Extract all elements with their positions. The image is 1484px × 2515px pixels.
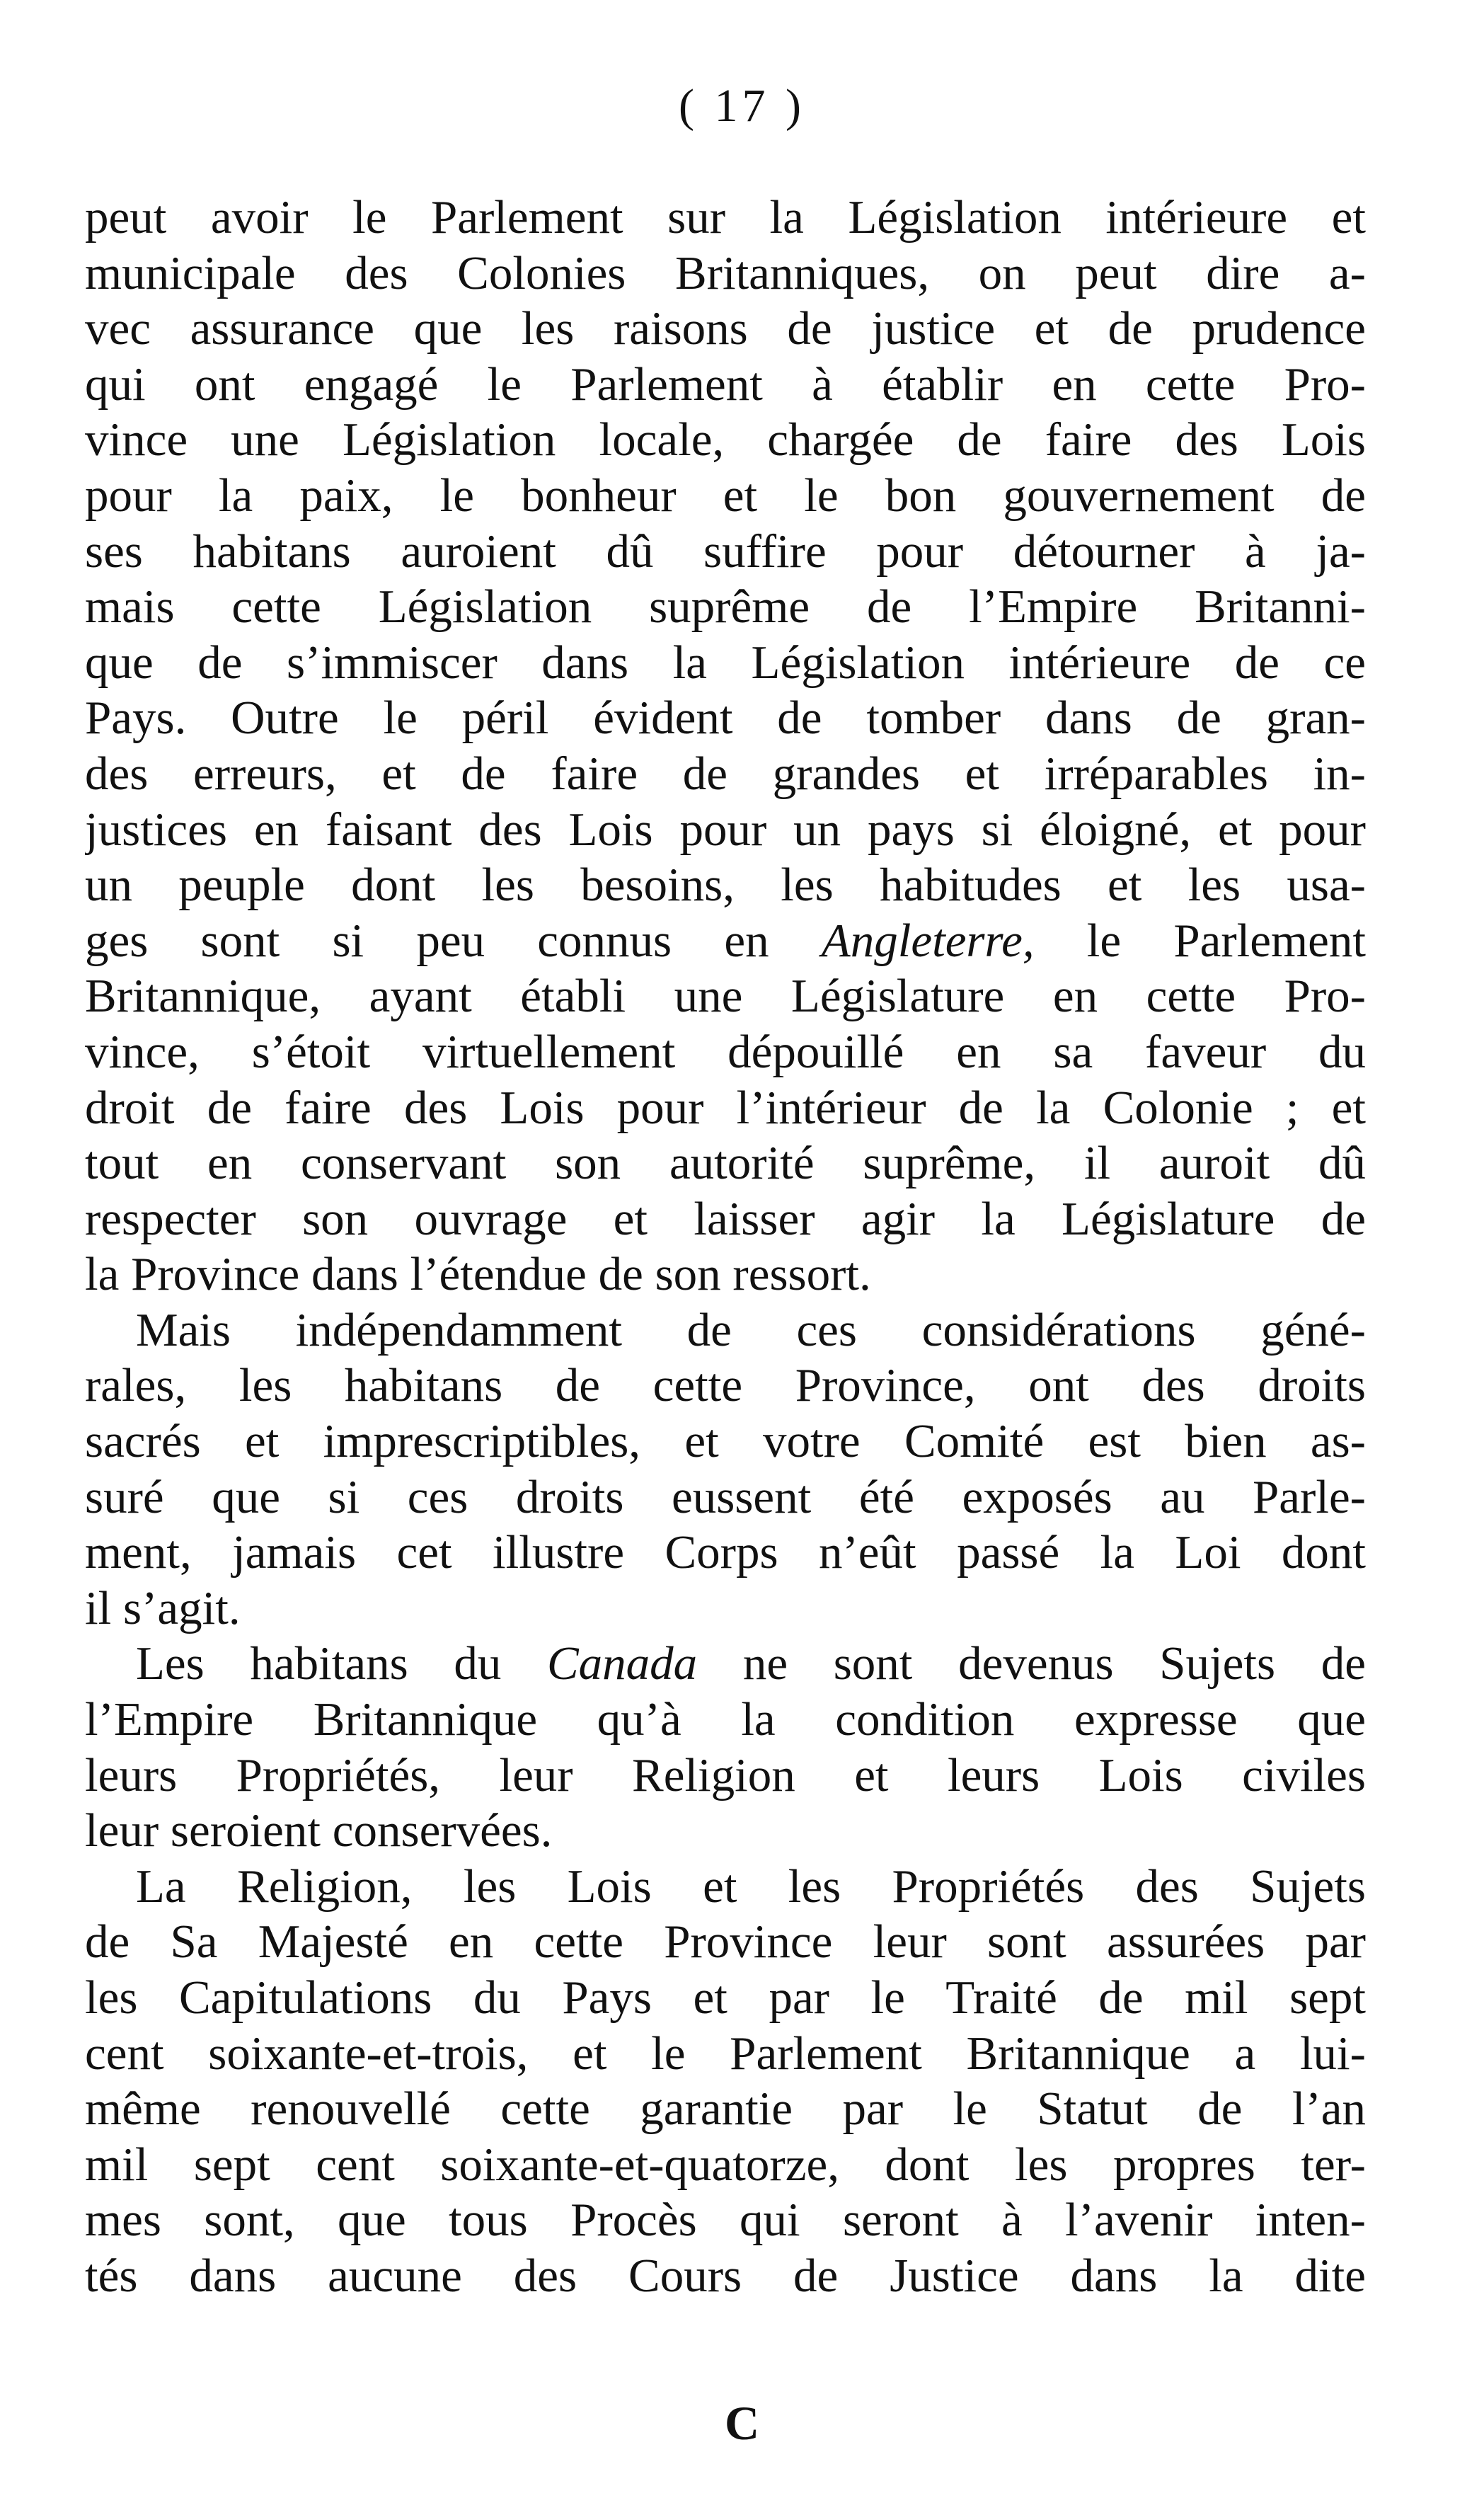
text-line bbox=[85, 301, 1366, 357]
line-text: de Sa Majesté en cette Province leur sont assurées par bbox=[85, 1915, 1366, 1969]
line-text: ment, jamais cet illustre Corps n’eût passé la Loi dont bbox=[85, 1526, 1366, 1579]
line-text: qui ont engagé le Parlement à établir en cette Pro- bbox=[85, 357, 1366, 411]
line-text: un peuple dont les besoins, les habitudes et les usa- bbox=[85, 859, 1366, 912]
text-line bbox=[85, 690, 1366, 746]
line-text: l’Empire Britannique qu’à la condition expresse que bbox=[85, 1693, 1366, 1746]
text-line bbox=[85, 412, 1366, 468]
line-text: ges sont si peu connus en bbox=[85, 914, 822, 967]
text-line bbox=[85, 1970, 1366, 2026]
text-line bbox=[85, 802, 1366, 858]
page-number: ( 17 ) bbox=[679, 80, 805, 132]
text-line bbox=[85, 1692, 1366, 1748]
line-text: suré que si ces droits eussent été exposés au Parle- bbox=[85, 1470, 1366, 1523]
text-line bbox=[85, 2137, 1366, 2193]
line-text: il s’agit. bbox=[85, 1581, 241, 1634]
line-text: les Capitulations du Pays et par le Traité de mil sept bbox=[85, 1971, 1366, 2024]
line-text: Pays. Outre le péril évident de tomber dans de gran- bbox=[85, 692, 1366, 745]
text-line bbox=[85, 1748, 1366, 1804]
line-text: mil sept cent soixante-et-quatorze, dont les propres ter- bbox=[85, 2138, 1366, 2191]
line-text: vince une Législation locale, chargée de faire des Lois bbox=[85, 413, 1366, 466]
text-line bbox=[85, 524, 1366, 580]
text-line bbox=[85, 968, 1366, 1024]
line-text: vec assurance que les raisons de justice et de prudence bbox=[85, 302, 1366, 355]
text-line bbox=[85, 635, 1366, 691]
line-text: ne sont devenus Sujets de bbox=[697, 1637, 1366, 1690]
line-text: le Parlement bbox=[1034, 914, 1366, 967]
text-line bbox=[85, 2081, 1366, 2137]
italic-place-name: Canada bbox=[546, 1637, 698, 1690]
line-text: La Religion, les Lois et les Propriétés des Sujets bbox=[136, 1860, 1366, 1913]
line-text: leurs Propriétés, leur Religion et leurs Lois civiles bbox=[85, 1748, 1366, 1801]
text-line bbox=[85, 190, 1366, 246]
text-line bbox=[85, 1080, 1366, 1136]
text-line bbox=[85, 1135, 1366, 1191]
text-line bbox=[85, 1191, 1366, 1247]
text-line bbox=[85, 246, 1366, 302]
text-line bbox=[85, 1581, 1366, 1637]
line-text: sacrés et imprescriptibles, et votre Comité est bien as- bbox=[85, 1415, 1366, 1468]
text-line bbox=[85, 2248, 1366, 2304]
line-text: cent soixante-et-trois, et le Parlement Britannique a lui- bbox=[85, 2027, 1366, 2080]
line-text: que de s’immiscer dans la Législation intérieure de ce bbox=[85, 636, 1366, 689]
text-line bbox=[85, 857, 1366, 913]
line-text: mais cette Législation suprême de l’Empire Britanni- bbox=[85, 580, 1366, 634]
italic-place-name: Angleterre, bbox=[821, 914, 1035, 967]
line-text: pour la paix, le bonheur et le bon gouvernement de bbox=[85, 469, 1366, 522]
text-line bbox=[85, 1636, 1366, 1692]
line-text: leur seroient conservées. bbox=[85, 1804, 553, 1857]
line-text: Britannique, ayant établi une Législature en cette Pro- bbox=[85, 970, 1366, 1023]
body-text bbox=[85, 190, 1366, 2304]
text-line bbox=[85, 1859, 1366, 1915]
text-line bbox=[85, 1525, 1366, 1581]
line-text: justices en faisant des Lois pour un pays si éloigné, et pour bbox=[85, 803, 1366, 856]
line-text: Les habitans du bbox=[136, 1637, 547, 1690]
text-line bbox=[85, 1803, 1366, 1859]
text-line bbox=[85, 913, 1366, 969]
text-line bbox=[85, 1247, 1366, 1302]
line-text: respecter son ouvrage et laisser agir la Législature de bbox=[85, 1192, 1366, 1245]
line-text: droit de faire des Lois pour l’intérieur de la Colonie ; et bbox=[85, 1081, 1366, 1134]
line-text: vince, s’étoit virtuellement dépouillé en sa faveur du bbox=[85, 1025, 1366, 1078]
text-line bbox=[85, 746, 1366, 802]
text-line bbox=[85, 357, 1366, 413]
text-line bbox=[85, 1414, 1366, 1470]
line-text: même renouvellé cette garantie par le Statut de l’an bbox=[85, 2083, 1366, 2136]
line-text: ses habitans auroient dû suffire pour détourner à ja- bbox=[85, 525, 1366, 578]
text-line bbox=[85, 2192, 1366, 2248]
line-text: tout en conservant son autorité suprême, il auroit dû bbox=[85, 1137, 1366, 1190]
text-line bbox=[85, 1914, 1366, 1970]
line-text: peut avoir le Parlement sur la Législation intérieure et bbox=[85, 191, 1366, 244]
text-line bbox=[85, 1470, 1366, 1525]
text-line bbox=[85, 1358, 1366, 1414]
text-line bbox=[85, 1024, 1366, 1080]
text-line bbox=[85, 1302, 1366, 1358]
text-line bbox=[85, 468, 1366, 524]
line-text: rales, les habitans de cette Province, ont des droits bbox=[85, 1359, 1366, 1412]
line-text: tés dans aucune des Cours de Justice dans la dite bbox=[85, 2249, 1366, 2302]
line-text: mes sont, que tous Procès qui seront à l’avenir inten- bbox=[85, 2194, 1366, 2247]
line-text: la Province dans l’étendue de son ressort. bbox=[85, 1248, 871, 1301]
line-text: municipale des Colonies Britanniques, on peut dire a- bbox=[85, 246, 1366, 299]
text-line bbox=[85, 2026, 1366, 2082]
line-text: Mais indépendamment de ces considérations géné- bbox=[136, 1303, 1366, 1356]
line-text: des erreurs, et de faire de grandes et irréparables in- bbox=[85, 747, 1366, 800]
signature-mark: C bbox=[724, 2396, 760, 2450]
text-line bbox=[85, 579, 1366, 635]
